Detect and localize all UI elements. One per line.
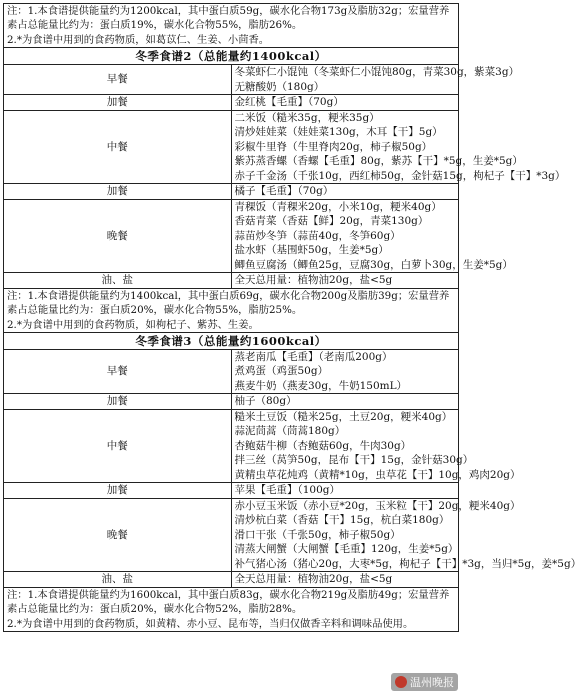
meal-row — [4, 349, 459, 394]
dish-item: 糙米土豆饭（糙米25g，土豆20g，粳米40g） — [234, 410, 453, 423]
meal-label: 加餐 — [4, 394, 232, 410]
dish-item: 清蒸大闸蟹（大闸蟹【毛重】120g，生姜*5g） — [234, 543, 459, 556]
dish-item: 清炒娃娃菜（娃娃菜130g，木耳【干】5g） — [234, 126, 443, 139]
meal-row — [4, 273, 459, 289]
watermark-text: 温州晚报 — [410, 676, 454, 689]
menu2-note — [4, 288, 459, 332]
meal-items — [231, 498, 581, 572]
dish-item: 滑口干张（千张50g，柿子椒50g） — [234, 528, 401, 541]
dish-item: 青稞饭（青稞米20g，小米10g，粳米40g） — [234, 200, 442, 213]
dish-item: 蒜泥茼蒿（茼蒿180g） — [234, 425, 346, 438]
meal-label: 晚餐 — [4, 498, 232, 572]
dish-item: 无糖酸奶（180g） — [234, 80, 325, 93]
note-line: 2.*为食谱中用到的食药物质，如枸杞子、紫苏、生姜。 — [7, 318, 259, 331]
meal-label: 晚餐 — [4, 199, 232, 273]
dish-item: 补气猪心汤（猪心20g，大枣*5g，枸杞子【干】*3g，当归*5g，姜*5g） — [234, 557, 581, 570]
recipe-table — [3, 3, 581, 632]
dish-item: 香菇青菜（香菇【鲜】20g，青菜130g） — [234, 215, 429, 228]
meal-items — [231, 394, 459, 410]
meal-items — [231, 65, 520, 95]
dish-item: 紫苏蒸香螺（香螺【毛重】80g，紫苏【干】*5g，生姜*5g） — [234, 155, 523, 168]
newspaper-logo-icon — [395, 676, 407, 688]
recipe-document — [3, 3, 581, 632]
meal-row — [4, 483, 459, 499]
meal-row — [4, 498, 459, 572]
menu-title-row — [4, 48, 459, 65]
meal-items — [231, 483, 459, 499]
note-line: 2.*为食谱中用到的食药物质，如葛苡仁、生姜、小茴香。 — [7, 33, 270, 46]
dish-item: 盐水虾（基围虾50g，生姜*5g） — [234, 244, 389, 257]
dish-item: 苹果【毛重】（100g） — [234, 484, 341, 497]
meal-label: 早餐 — [4, 349, 232, 394]
menu2-note-cell — [4, 288, 459, 332]
meal-row — [4, 409, 459, 483]
meal-row — [4, 110, 459, 184]
dish-item: 蒜苗炒冬笋（蒜苗40g，冬笋60g） — [234, 229, 401, 242]
dish-item: 全天总用量：植物油20g，盐<5g — [234, 274, 393, 287]
menu3-note-cell — [4, 587, 459, 631]
meal-row — [4, 572, 459, 588]
meal-label: 油、盐 — [4, 273, 232, 289]
dish-item: 杏鲍菇牛柳（杏鲍菇60g，牛肉30g） — [234, 439, 412, 452]
meal-label: 油、盐 — [4, 572, 232, 588]
meal-row — [4, 95, 459, 111]
dish-item: 金红桃【毛重】（70g） — [234, 96, 344, 109]
meal-items — [231, 184, 459, 200]
note-top-cell — [4, 4, 459, 48]
meal-row — [4, 394, 459, 410]
dish-item: 柚子（80g） — [234, 395, 297, 408]
note-line: 注：1.本食谱提供能量约为1600kcal，其中蛋白质83g，碳水化合物219g及脂肪49g；宏量营养素占总能量比约为：蛋白质20%，碳水化合物52%，脂肪28%。 — [7, 588, 450, 616]
note-line: 2.*为食谱中用到的食药物质，如黄精、赤小豆、昆布等，当归仅做香辛料和调味品使用。 — [7, 617, 414, 630]
dish-item: 赤子千金汤（千张10g，西红柿50g，金针菇15g，枸杞子【干】*3g） — [234, 169, 566, 182]
dish-item: 煮鸡蛋（鸡蛋50g） — [234, 365, 329, 378]
meal-row — [4, 184, 459, 200]
dish-item: 蒸老南瓜【毛重】（老南瓜200g） — [234, 350, 393, 363]
note-line: 注：1.本食谱提供能量约为1200kcal，其中蛋白质59g，碳水化合物173g及脂肪32g；宏量营养素占总能量比约为：蛋白质19%，碳水化合物55%，脂肪26%。 — [7, 5, 450, 32]
meal-label: 中餐 — [4, 110, 232, 184]
menu3-note — [4, 587, 459, 631]
meal-items — [231, 409, 521, 483]
watermark — [391, 673, 458, 691]
menu-title-row — [4, 332, 459, 349]
dish-item: 彩椒牛里脊（牛里脊肉20g，柿子椒50g） — [234, 140, 433, 153]
dish-item: 橘子【毛重】（70g） — [234, 185, 334, 198]
dish-item: 拌三丝（莴笋50g，昆布【干】15g，金针菇30g） — [234, 454, 474, 467]
dish-item: 冬菜虾仁小馄饨（冬菜虾仁小馄饨80g，青菜30g，紫菜3g） — [234, 66, 520, 79]
dish-item: 清炒杭白菜（香菇【干】15g，杭白菜180g） — [234, 514, 450, 527]
meal-row — [4, 199, 459, 273]
meal-items — [231, 199, 513, 273]
dish-item: 鲫鱼豆腐汤（鲫鱼25g，豆腐30g，白萝卜30g，生姜*5g） — [234, 258, 513, 271]
meal-label: 中餐 — [4, 409, 232, 483]
meal-row — [4, 65, 459, 95]
meal-items — [231, 572, 459, 588]
meal-label: 加餐 — [4, 483, 232, 499]
dish-item: 二米饭（糙米35g，粳米35g） — [234, 111, 380, 124]
dish-item: 赤小豆玉米饭（赤小豆*20g，玉米粒【干】20g，粳米40g） — [234, 499, 521, 512]
menu-title: 冬季食谱2（总能量约1400kcal） — [4, 48, 459, 65]
dish-item: 全天总用量：植物油20g，盐<5g — [234, 573, 393, 586]
dish-item: 燕麦牛奶（燕麦30g，牛奶150mL） — [234, 379, 408, 392]
meal-items — [231, 349, 459, 394]
note-top — [4, 4, 459, 48]
menu-title: 冬季食谱3（总能量约1600kcal） — [4, 332, 459, 349]
note-line: 注：1.本食谱提供能量约为1400kcal，其中蛋白质69g，碳水化合物200g及脂肪39g；宏量营养素占总能量比约为：蛋白质20%，碳水化合物55%，脂肪25%。 — [7, 289, 450, 317]
meal-label: 加餐 — [4, 95, 232, 111]
meal-label: 加餐 — [4, 184, 232, 200]
dish-item: 黄精虫草花炖鸡（黄精*10g，虫草花【干】10g，鸡肉20g） — [234, 468, 521, 481]
meal-label: 早餐 — [4, 65, 232, 95]
meal-items — [231, 95, 459, 111]
meal-items — [231, 110, 566, 184]
meal-items — [231, 273, 459, 289]
